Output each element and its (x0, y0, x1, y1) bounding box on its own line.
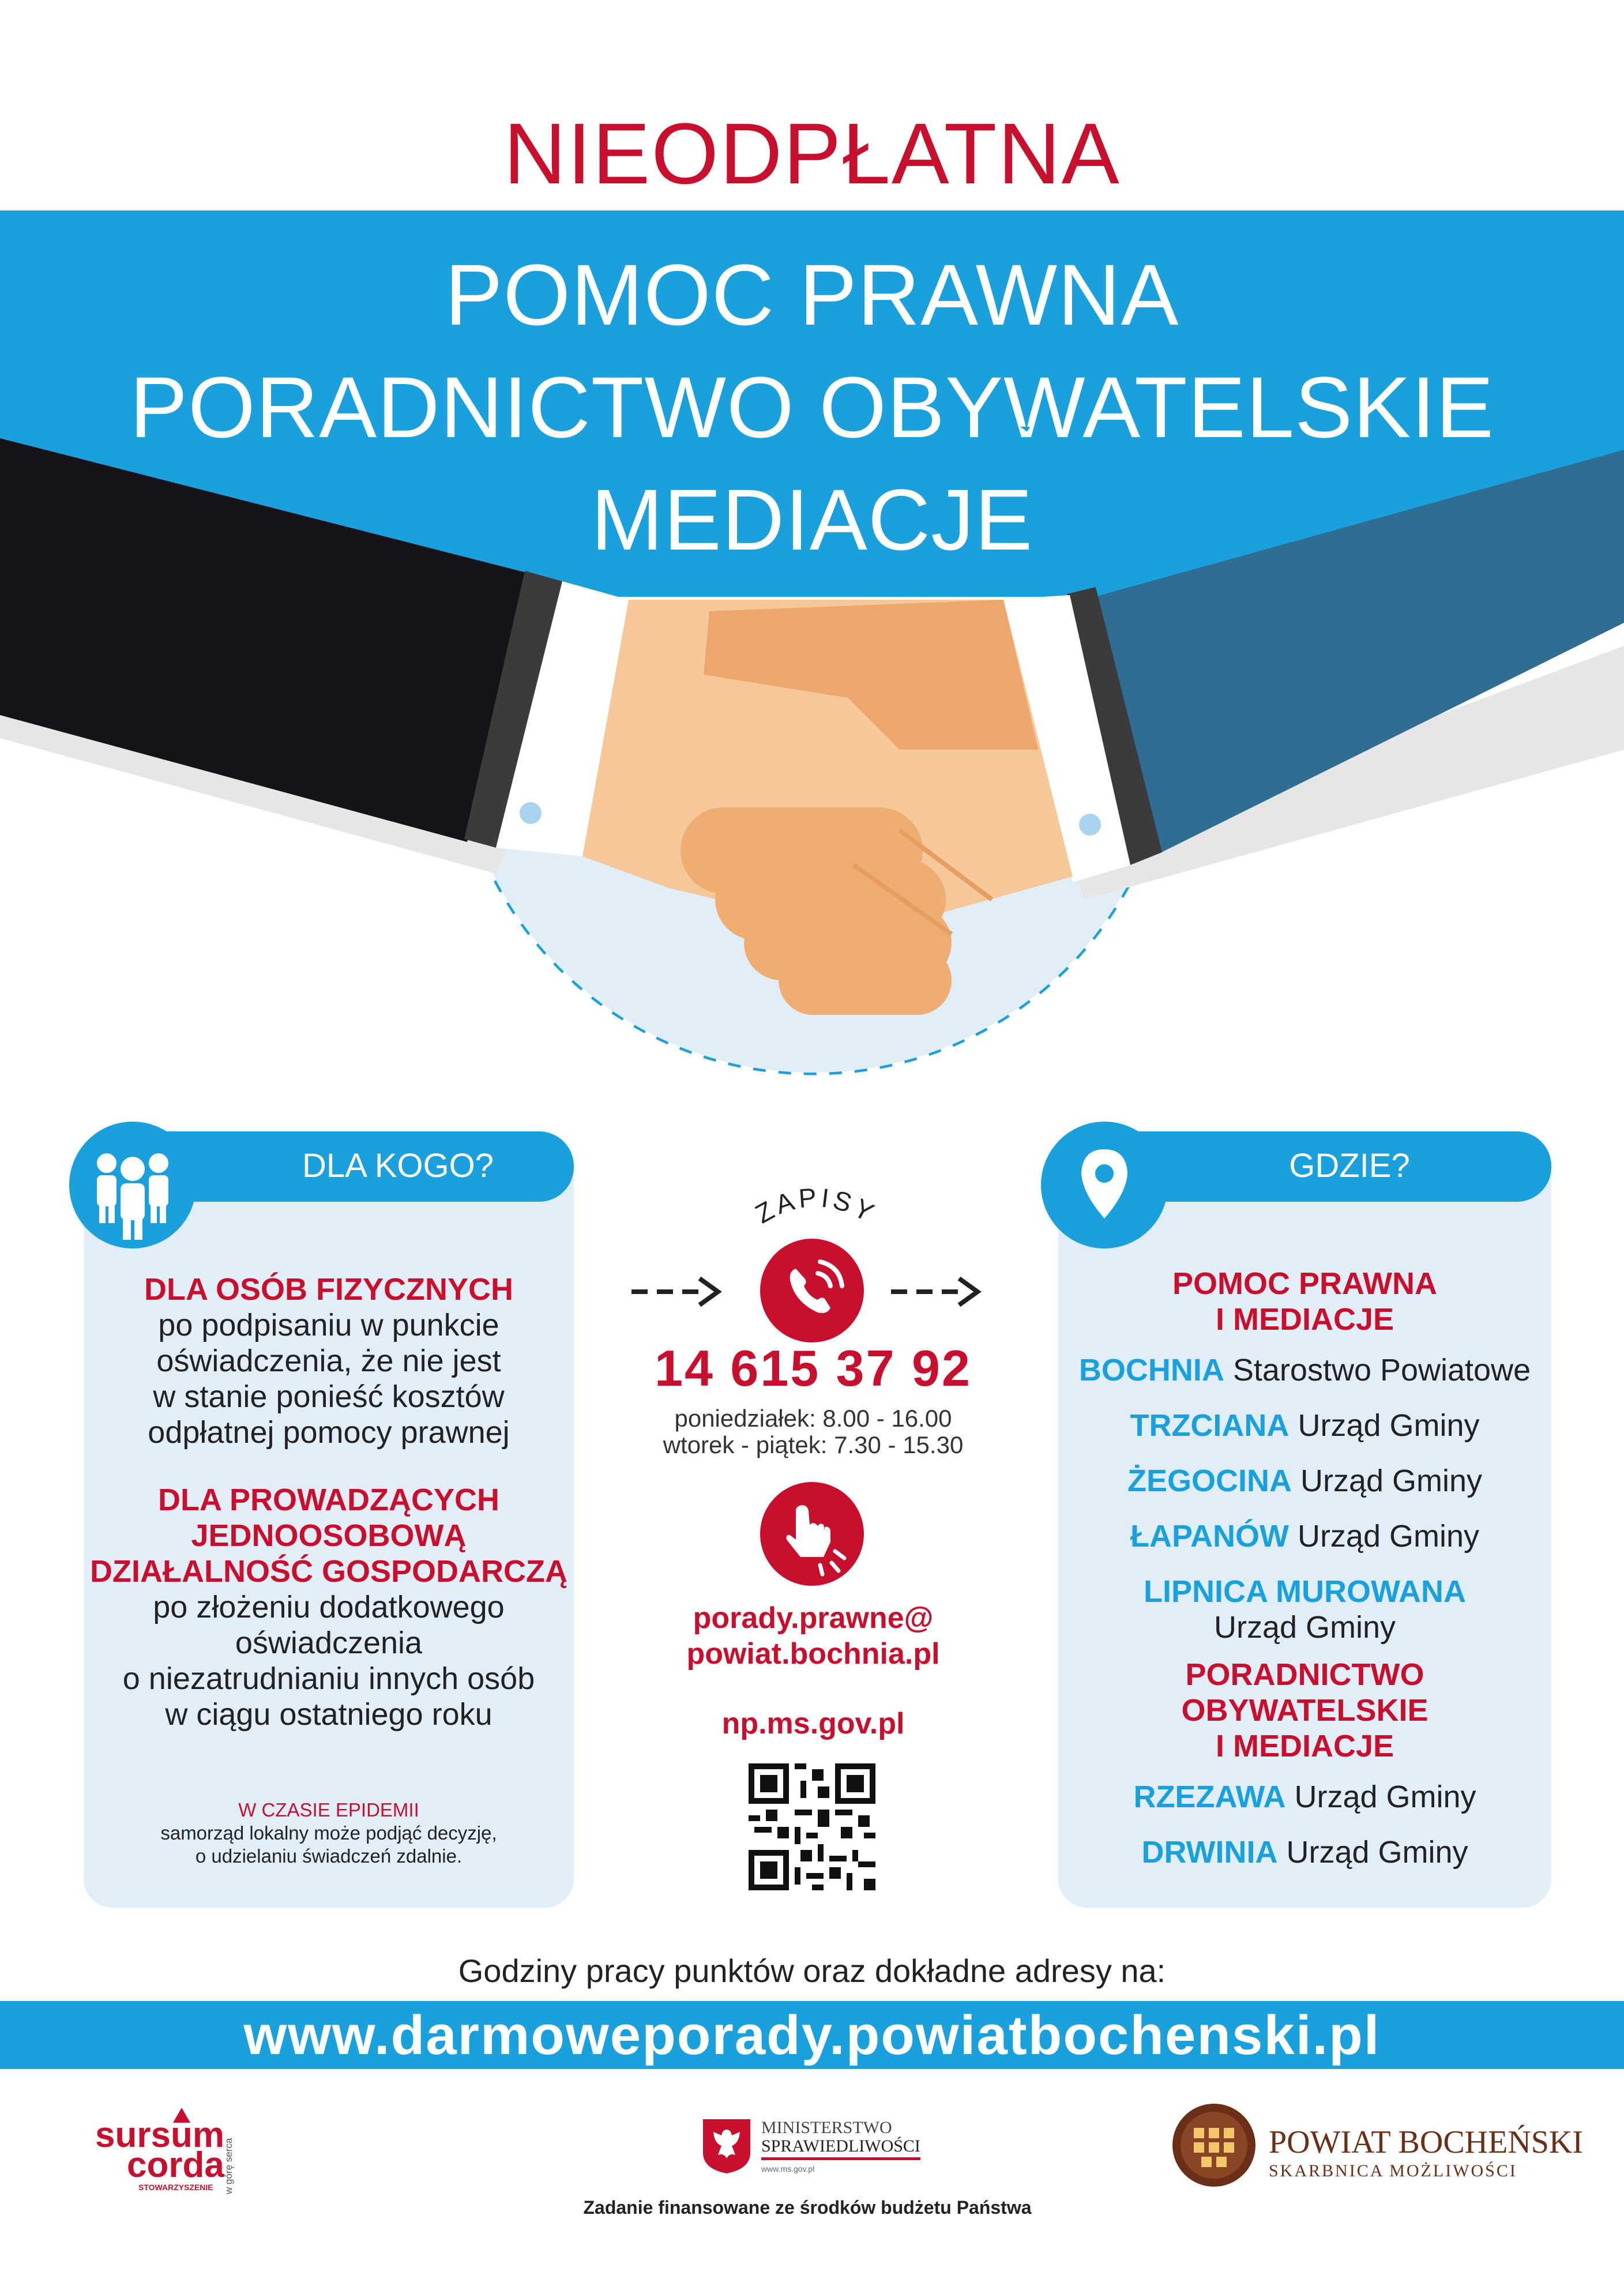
right-panel-icon-circle (1041, 1122, 1168, 1248)
zapisy-arc-label (741, 1182, 891, 1234)
for-individuals-text-2: oświadczenia, że nie jest (156, 1344, 501, 1378)
people-group-icon (69, 1122, 196, 1248)
hours-line-2: wtorek - piątek: 7.30 - 15.30 (663, 1431, 964, 1458)
left-sleeve (0, 438, 542, 842)
location-place: DRWINIA (1141, 1835, 1278, 1870)
civic-advice-heading-1: PORADNICTWO (1185, 1657, 1424, 1692)
phone-number[interactable]: 14 615 37 92 (655, 1340, 972, 1397)
powiat-crest-icon (1171, 2102, 1257, 2188)
location-office: Starostwo Powiatowe (1232, 1353, 1531, 1387)
location-place: ŁAPANÓW (1130, 1519, 1289, 1554)
for-individuals-text-4: odpłatnej pomocy prawnej (148, 1415, 510, 1450)
stowarzyszenie-text: STOWARZYSZENIE (138, 2183, 213, 2192)
ministry-logo (701, 2113, 943, 2177)
for-businesses-text-4: w ciągu ostatniego roku (165, 1697, 493, 1732)
for-businesses-heading-1: DLA PROWADZĄCYCH (158, 1483, 499, 1517)
right-panel-title: GDZIE? (1289, 1147, 1410, 1184)
qr-code-icon[interactable] (749, 1763, 875, 1890)
civic-advice-heading-3: I MEDIACJE (1215, 1729, 1394, 1763)
ministry-line-1: MINISTERSTWO (761, 2118, 892, 2137)
handshake-illustration (0, 427, 1624, 1148)
sursum-text: sursum (95, 2115, 224, 2155)
for-businesses-heading-2: JEDNOOSOBOWĄ (191, 1518, 467, 1553)
for-businesses-heading-3: DZIAŁALNOŚĆ GOSPODARCZĄ (90, 1554, 567, 1589)
header-line-3: MEDIACJE (591, 471, 1033, 568)
email-line-2[interactable]: powiat.bochnia.pl (686, 1637, 940, 1671)
website-link[interactable]: np.ms.gov.pl (721, 1707, 905, 1740)
location-row-trzciana (1058, 1408, 1551, 1443)
eagle-emblem-icon (701, 2117, 753, 2175)
location-office: Urząd Gminy (1298, 1408, 1480, 1443)
for-individuals-text-3: w stanie ponieść kosztów (153, 1379, 505, 1414)
location-office: Urząd Gminy (1300, 1464, 1483, 1498)
location-row-rzezawa (1058, 1779, 1551, 1815)
header-line-1: POMOC PRAWNA (445, 246, 1179, 343)
location-office-lipnica: Urząd Gminy (1213, 1610, 1396, 1645)
hours-line-1: poniedziałek: 8.00 - 16.00 (674, 1405, 952, 1432)
powiat-bochenski-logo (1171, 2102, 1583, 2194)
legal-aid-heading-1: POMOC PRAWNA (1172, 1266, 1437, 1301)
hand-click-icon (760, 1482, 864, 1586)
phone-ringing-icon (760, 1239, 864, 1342)
email-line-1[interactable]: porady.prawne@ (693, 1601, 934, 1635)
epidemic-text-2: o udzielaniu świadczeń zdalnie. (195, 1845, 463, 1867)
website-url[interactable]: www.darmoweporady.powiatbochenski.pl (243, 2004, 1381, 2066)
corda-text: corda (127, 2145, 224, 2185)
location-row-lapanow (1058, 1518, 1551, 1554)
location-place: BOCHNIA (1078, 1353, 1224, 1387)
legal-aid-heading-2: I MEDIACJE (1215, 1302, 1394, 1337)
left-panel-title: DLA KOGO? (302, 1147, 494, 1184)
location-row-bochnia (1058, 1352, 1551, 1388)
zapisy-label: ZAPISY (750, 1182, 882, 1229)
left-panel-icon-circle (69, 1122, 196, 1248)
phone-icon-circle[interactable] (760, 1239, 864, 1342)
for-individuals-text-1: po podpisaniu w punkcie (158, 1308, 499, 1342)
location-row-zegocina (1058, 1463, 1551, 1499)
click-icon-circle[interactable] (760, 1482, 864, 1586)
sursum-vertical-text: w górę serca (223, 2138, 234, 2194)
location-place-lipnica: LIPNICA MUROWANA (1144, 1574, 1466, 1609)
location-row-drwinia (1058, 1834, 1551, 1870)
sursum-corda-logo (95, 2108, 262, 2194)
financing-text: Zadanie finansowane ze środków budżetu Państwa (583, 2197, 1032, 2218)
epidemic-heading: W CZASIE EPIDEMII (238, 1799, 419, 1821)
for-businesses-text-3: o niezatrudnianiu innych osób (122, 1661, 535, 1696)
hours-info-text: Godziny pracy punktów oraz dokładne adresy na: (458, 1953, 1166, 1989)
powiat-line-1: POWIAT BOCHEŃSKI (1269, 2124, 1583, 2160)
civic-advice-heading-2: OBYWATELSKIE (1181, 1693, 1428, 1728)
top-title: NIEODPŁATNA (503, 105, 1121, 202)
location-place: ŻEGOCINA (1127, 1464, 1292, 1498)
ministry-line-2: SPRAWIEDLIWOŚCI (761, 2137, 920, 2160)
location-office: Urząd Gminy (1297, 1519, 1480, 1554)
header-line-2: PORADNICTWO OBYWATELSKIE (130, 359, 1494, 456)
powiat-line-2: SKARBNICA MOŻLIWOŚCI (1269, 2161, 1517, 2180)
ministry-line-3: www.ms.gov.pl (761, 2164, 815, 2173)
for-businesses-text-2: oświadczenia (235, 1626, 423, 1660)
location-office: Urząd Gminy (1286, 1835, 1468, 1870)
for-businesses-text-1: po złożeniu dodatkowego (153, 1590, 505, 1624)
location-pin-icon (1041, 1122, 1168, 1248)
location-place: TRZCIANA (1130, 1408, 1290, 1443)
epidemic-text-1: samorząd lokalny może podjąć decyzję, (160, 1822, 497, 1844)
location-place: RZEZAWA (1133, 1780, 1286, 1814)
location-office: Urząd Gminy (1294, 1780, 1476, 1814)
for-individuals-heading: DLA OSÓB FIZYCZNYCH (144, 1272, 513, 1307)
svg-text:ZAPISY (750, 1182, 882, 1229)
